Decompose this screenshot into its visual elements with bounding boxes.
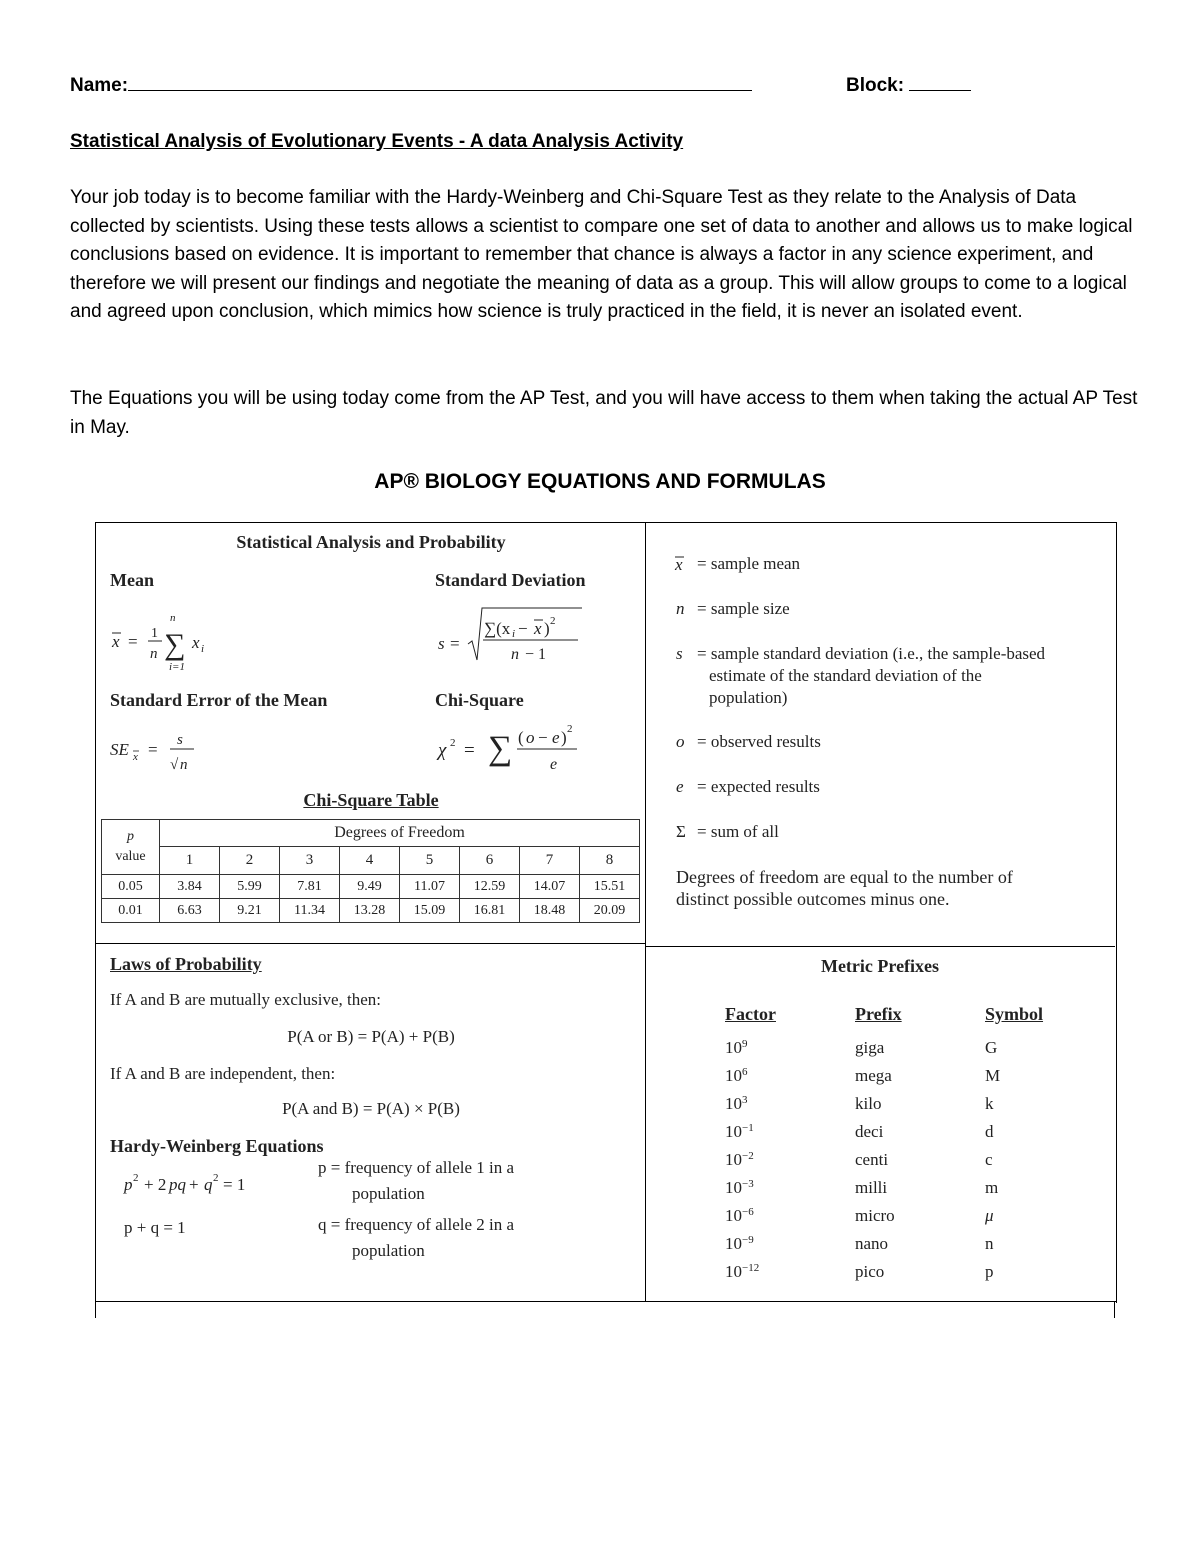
block-field[interactable] xyxy=(846,72,971,97)
box-divider xyxy=(95,1302,96,1318)
svg-text:s: s xyxy=(177,732,183,748)
metric-prefix: pico xyxy=(855,1262,885,1281)
svg-text:x: x xyxy=(112,632,120,651)
name-field[interactable] xyxy=(70,72,752,97)
svg-text:x: x xyxy=(133,751,138,763)
svg-text:= 1: = 1 xyxy=(223,1175,246,1194)
table-cell: 5.99 xyxy=(220,875,280,899)
box-divider xyxy=(95,943,646,944)
box-divider xyxy=(645,522,646,1302)
dof-cell: 2 xyxy=(220,847,280,875)
svg-text:2: 2 xyxy=(450,737,456,749)
metric-prefix: deci xyxy=(855,1122,884,1141)
sd-formula xyxy=(434,600,594,666)
s-definition: = sample standard deviation (i.e., the sample-based xyxy=(697,644,1046,663)
hw-heading: Hardy-Weinberg Equations xyxy=(110,1136,324,1156)
svg-text:o: o xyxy=(526,728,535,747)
metric-symbol: d xyxy=(985,1122,994,1141)
sigma-definition: = sum of all xyxy=(697,822,779,841)
box-divider xyxy=(1114,1302,1115,1318)
table-cell: 11.34 xyxy=(280,899,340,923)
metric-prefix: centi xyxy=(855,1150,889,1169)
sheet-title: AP® BIOLOGY EQUATIONS AND FORMULAS xyxy=(374,470,826,493)
hw-equation-2: p + q = 1 xyxy=(124,1218,186,1237)
metric-col-factor: Factor xyxy=(725,1004,776,1024)
block-blank[interactable] xyxy=(909,72,971,91)
metric-symbol: m xyxy=(985,1178,999,1197)
svg-text:s: s xyxy=(438,634,445,653)
name-blank[interactable] xyxy=(128,72,752,91)
svg-text:∑: ∑ xyxy=(488,730,513,767)
svg-text:− 1: − 1 xyxy=(525,646,547,663)
hw-equation-1 xyxy=(122,1168,282,1198)
metric-col-prefix: Prefix xyxy=(855,1004,902,1024)
metric-factor: $10^{-6}$ xyxy=(725,1206,754,1225)
and-formula: P(A and B) = P(A) × P(B) xyxy=(282,1099,460,1118)
table-cell: 3.84 xyxy=(160,875,220,899)
svg-text:n: n xyxy=(511,646,519,663)
or-formula: P(A or B) = P(A) + P(B) xyxy=(287,1027,455,1046)
svg-text:x: x xyxy=(534,619,542,638)
table-cell: 9.49 xyxy=(340,875,400,899)
p-value-header xyxy=(102,820,160,875)
p-header-line2: value xyxy=(115,849,146,864)
e-symbol: e xyxy=(676,777,684,796)
table-cell: 9.21 xyxy=(220,899,280,923)
metric-factor: $10^{-2}$ xyxy=(725,1150,754,1169)
svg-text:i=1: i=1 xyxy=(169,661,185,673)
independent-text: If A and B are independent, then: xyxy=(110,1064,336,1083)
metric-factor: $10^{-9}$ xyxy=(725,1234,754,1253)
laws-heading: Laws of Probability xyxy=(110,954,262,974)
dof-cell: 8 xyxy=(580,847,640,875)
table-cell: 7.81 xyxy=(280,875,340,899)
dof-header: Degrees of Freedom xyxy=(160,820,640,847)
svg-text:pq: pq xyxy=(169,1175,186,1194)
s-definition-cont: population) xyxy=(709,688,788,707)
chi-square-table xyxy=(101,819,640,923)
metric-heading: Metric Prefixes xyxy=(820,956,940,976)
dof-cell: 6 xyxy=(460,847,520,875)
intro-paragraph: Your job today is to become familiar with the Hardy-Weinberg and Chi-Square Test as they relate to the Analysis of Data collected by scientists. Using these tests allows a scientist to compare one set of data to another and allows us to make logical conclusions based on evidence. It is important to remember that chance is always a factor in any science experiment, and therefore we will present our findings and negotiate the meaning of data as a group. This will allow groups to come to a logical and agreed upon conclusion, which mimics how science is truly practiced in the field, it is never an isolated event. xyxy=(70,187,1133,322)
svg-text:2: 2 xyxy=(213,1172,219,1184)
svg-text:n: n xyxy=(150,646,158,662)
svg-text:χ: χ xyxy=(438,740,447,761)
s-definition-cont: estimate of the standard deviation of the xyxy=(709,666,982,685)
svg-text:): ) xyxy=(544,619,550,638)
chi-formula xyxy=(434,714,604,774)
hw-q-definition: q = frequency of allele 2 in a xyxy=(318,1215,515,1234)
svg-text:−: − xyxy=(518,619,528,638)
metric-factor: $10^3$ xyxy=(725,1094,748,1113)
metric-prefix: kilo xyxy=(855,1094,882,1113)
svg-text:=: = xyxy=(464,740,475,761)
chi-label: Chi-Square xyxy=(435,690,524,710)
name-label: Name: xyxy=(70,75,129,96)
hw-q-definition-cont: population xyxy=(352,1241,425,1260)
p-value-cell: 0.01 xyxy=(102,899,160,923)
svg-text:p: p xyxy=(124,1175,133,1194)
table-cell: 14.07 xyxy=(520,875,580,899)
svg-text:+ 2: + 2 xyxy=(144,1175,167,1194)
xbar-symbol xyxy=(672,553,692,575)
svg-text:=: = xyxy=(148,740,158,759)
svg-text:∑(x: ∑(x xyxy=(484,619,511,638)
svg-text:−: − xyxy=(538,728,548,747)
table-cell: 6.63 xyxy=(160,899,220,923)
table-cell: 18.48 xyxy=(520,899,580,923)
n-definition: = sample size xyxy=(697,599,790,618)
svg-text:x: x xyxy=(192,633,200,652)
metric-prefix: micro xyxy=(855,1206,895,1225)
metric-factor: $10^9$ xyxy=(725,1038,748,1057)
svg-text:n: n xyxy=(180,757,188,773)
metric-symbol: k xyxy=(985,1094,994,1113)
mutually-exclusive-text: If A and B are mutually exclusive, then: xyxy=(110,990,381,1009)
svg-text:n: n xyxy=(170,612,176,624)
activity-title: Statistical Analysis of Evolutionary Events - A data Analysis Activity xyxy=(70,131,684,152)
mean-label: Mean xyxy=(110,570,154,590)
metric-prefix: mega xyxy=(855,1066,892,1085)
table-row xyxy=(102,875,640,899)
equations-paragraph: The Equations you will be using today come from the AP Test, and you will have access to them when taking the actual AP Test in May. xyxy=(70,388,1138,438)
svg-text:1: 1 xyxy=(151,626,158,641)
sigma-symbol: Σ xyxy=(676,822,686,841)
xbar-definition: = sample mean xyxy=(697,554,801,573)
s-symbol: s xyxy=(676,644,683,663)
e-definition: = expected results xyxy=(697,777,820,796)
n-symbol: n xyxy=(676,599,685,618)
hw-p-definition: p = frequency of allele 1 in a xyxy=(318,1158,515,1177)
metric-symbol: c xyxy=(985,1150,993,1169)
stats-heading: Statistical Analysis and Probability xyxy=(236,532,506,552)
o-definition: = observed results xyxy=(697,732,821,751)
sem-label: Standard Error of the Mean xyxy=(110,690,328,710)
box-divider xyxy=(645,946,1115,947)
metric-factor: $10^{-12}$ xyxy=(725,1262,760,1281)
mean-formula xyxy=(108,608,238,674)
p-value-cell: 0.05 xyxy=(102,875,160,899)
svg-text:√: √ xyxy=(170,757,179,773)
dof-cell: 1 xyxy=(160,847,220,875)
dof-definition-cont: distinct possible outcomes minus one. xyxy=(676,889,950,909)
table-cell: 16.81 xyxy=(460,899,520,923)
table-cell: 20.09 xyxy=(580,899,640,923)
metric-factor: $10^6$ xyxy=(725,1066,748,1085)
svg-text:q: q xyxy=(204,1175,213,1194)
metric-symbol: n xyxy=(985,1234,994,1253)
metric-col-symbol: Symbol xyxy=(985,1004,1044,1024)
svg-text:SE: SE xyxy=(110,740,129,759)
svg-text:i: i xyxy=(201,643,205,655)
svg-text:x: x xyxy=(675,555,683,574)
box-bottom-border xyxy=(95,1301,1116,1302)
metric-symbol: p xyxy=(985,1262,994,1281)
svg-text:e: e xyxy=(552,728,560,747)
table-row xyxy=(102,899,640,923)
dof-cell: 3 xyxy=(280,847,340,875)
metric-symbol: μ xyxy=(985,1206,994,1225)
sd-label: Standard Deviation xyxy=(435,570,586,590)
svg-text:e: e xyxy=(550,756,558,773)
dof-definition: Degrees of freedom are equal to the number of xyxy=(676,867,1013,887)
dof-cell: 4 xyxy=(340,847,400,875)
table-row xyxy=(102,847,640,875)
metric-symbol: M xyxy=(985,1066,1001,1085)
o-symbol: o xyxy=(676,732,685,751)
chi-table-title: Chi-Square Table xyxy=(303,790,439,810)
svg-text:+: + xyxy=(189,1175,199,1194)
dof-cell: 7 xyxy=(520,847,580,875)
svg-text:2: 2 xyxy=(133,1172,139,1184)
hw-p-definition-cont: population xyxy=(352,1184,425,1203)
metric-symbol: G xyxy=(985,1038,998,1057)
svg-text:2: 2 xyxy=(550,615,556,627)
metric-prefix: nano xyxy=(855,1234,889,1253)
table-cell: 15.51 xyxy=(580,875,640,899)
table-cell: 13.28 xyxy=(340,899,400,923)
p-header-line1: p xyxy=(127,829,134,844)
dof-cell: 5 xyxy=(400,847,460,875)
table-cell: 12.59 xyxy=(460,875,520,899)
svg-text:i: i xyxy=(512,628,516,640)
block-label: Block: xyxy=(846,75,905,96)
svg-text:∑: ∑ xyxy=(164,628,186,661)
table-cell: 11.07 xyxy=(400,875,460,899)
metric-prefix: giga xyxy=(855,1038,885,1057)
metric-factor: $10^{-3}$ xyxy=(725,1178,754,1197)
metric-prefix: milli xyxy=(855,1178,888,1197)
metric-factor: $10^{-1}$ xyxy=(725,1122,754,1141)
svg-text:2: 2 xyxy=(567,723,573,735)
sem-formula xyxy=(108,722,218,776)
svg-text:=: = xyxy=(128,632,138,651)
svg-text:(: ( xyxy=(518,728,524,747)
table-cell: 15.09 xyxy=(400,899,460,923)
svg-text:=: = xyxy=(450,634,460,653)
svg-text:): ) xyxy=(561,728,567,747)
